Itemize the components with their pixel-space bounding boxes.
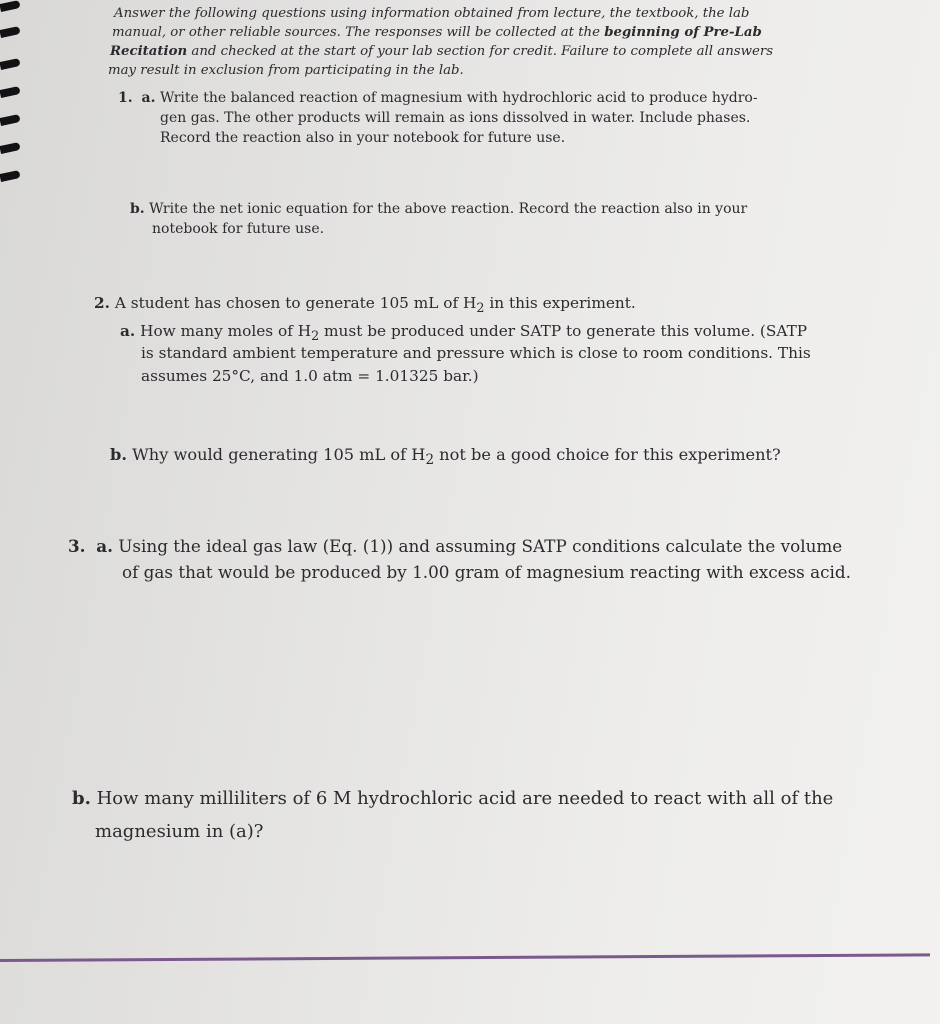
- question-2a-line-2: is standard ambient temperature and pressure which is close to room conditions. This: [141, 344, 811, 362]
- question-1a-line-3: Record the reaction also in your notebook for future use.: [160, 130, 566, 146]
- intro-emphasis: beginning of Pre-Lab: [604, 25, 762, 40]
- question-1a: 1. a. Write the balanced reaction of magnesium with hydrochloric acid to produce hydro-: [118, 90, 758, 106]
- intro-line-2: manual, or other reliable sources. The responses will be collected at the beginning of Pre-Lab: [112, 25, 762, 40]
- question-2a: a. How many moles of $H_2$ must be produced under SATP to generate this volume. (SATP: [120, 322, 808, 345]
- question-3b: b. How many milliliters of 6 M hydrochloric acid are needed to react with all of the: [72, 788, 834, 809]
- question-1b-line-2: notebook for future use.: [152, 221, 325, 237]
- page-divider-line: [0, 953, 930, 962]
- spiral-binding: [0, 0, 22, 200]
- question-1b: b. Write the net ionic equation for the above reaction. Record the reaction also in your: [130, 201, 748, 217]
- question-3b-line-2: magnesium in (a)?: [95, 821, 264, 842]
- intro-line-1: Answer the following questions using information obtained from lecture, the textbook, the lab: [114, 6, 750, 21]
- question-2-stem: 2. A student has chosen to generate 105 mL of $H_2$ in this experiment.: [94, 294, 636, 317]
- question-2a-line-3: assumes 25°C, and 1.0 atm = 1.01325 bar.): [141, 367, 479, 385]
- question-1a-line-2: gen gas. The other products will remain as ions dissolved in water. Include phases.: [160, 110, 751, 126]
- question-3a: 3. a. Using the ideal gas law (Eq. (1)) and assuming SATP conditions calculate the volume: [68, 536, 843, 556]
- intro-line-4: may result in exclusion from participating in the lab.: [108, 63, 464, 78]
- intro-emphasis-2: Recitation: [110, 44, 188, 59]
- question-3a-line-2: of gas that would be produced by 1.00 gram of magnesium reacting with excess acid.: [122, 562, 851, 582]
- question-2b: b. Why would generating 105 mL of $H_2$ not be a good choice for this experiment?: [110, 445, 781, 469]
- intro-line-3: Recitation and checked at the start of your lab section for credit. Failure to complete all answers: [110, 44, 774, 59]
